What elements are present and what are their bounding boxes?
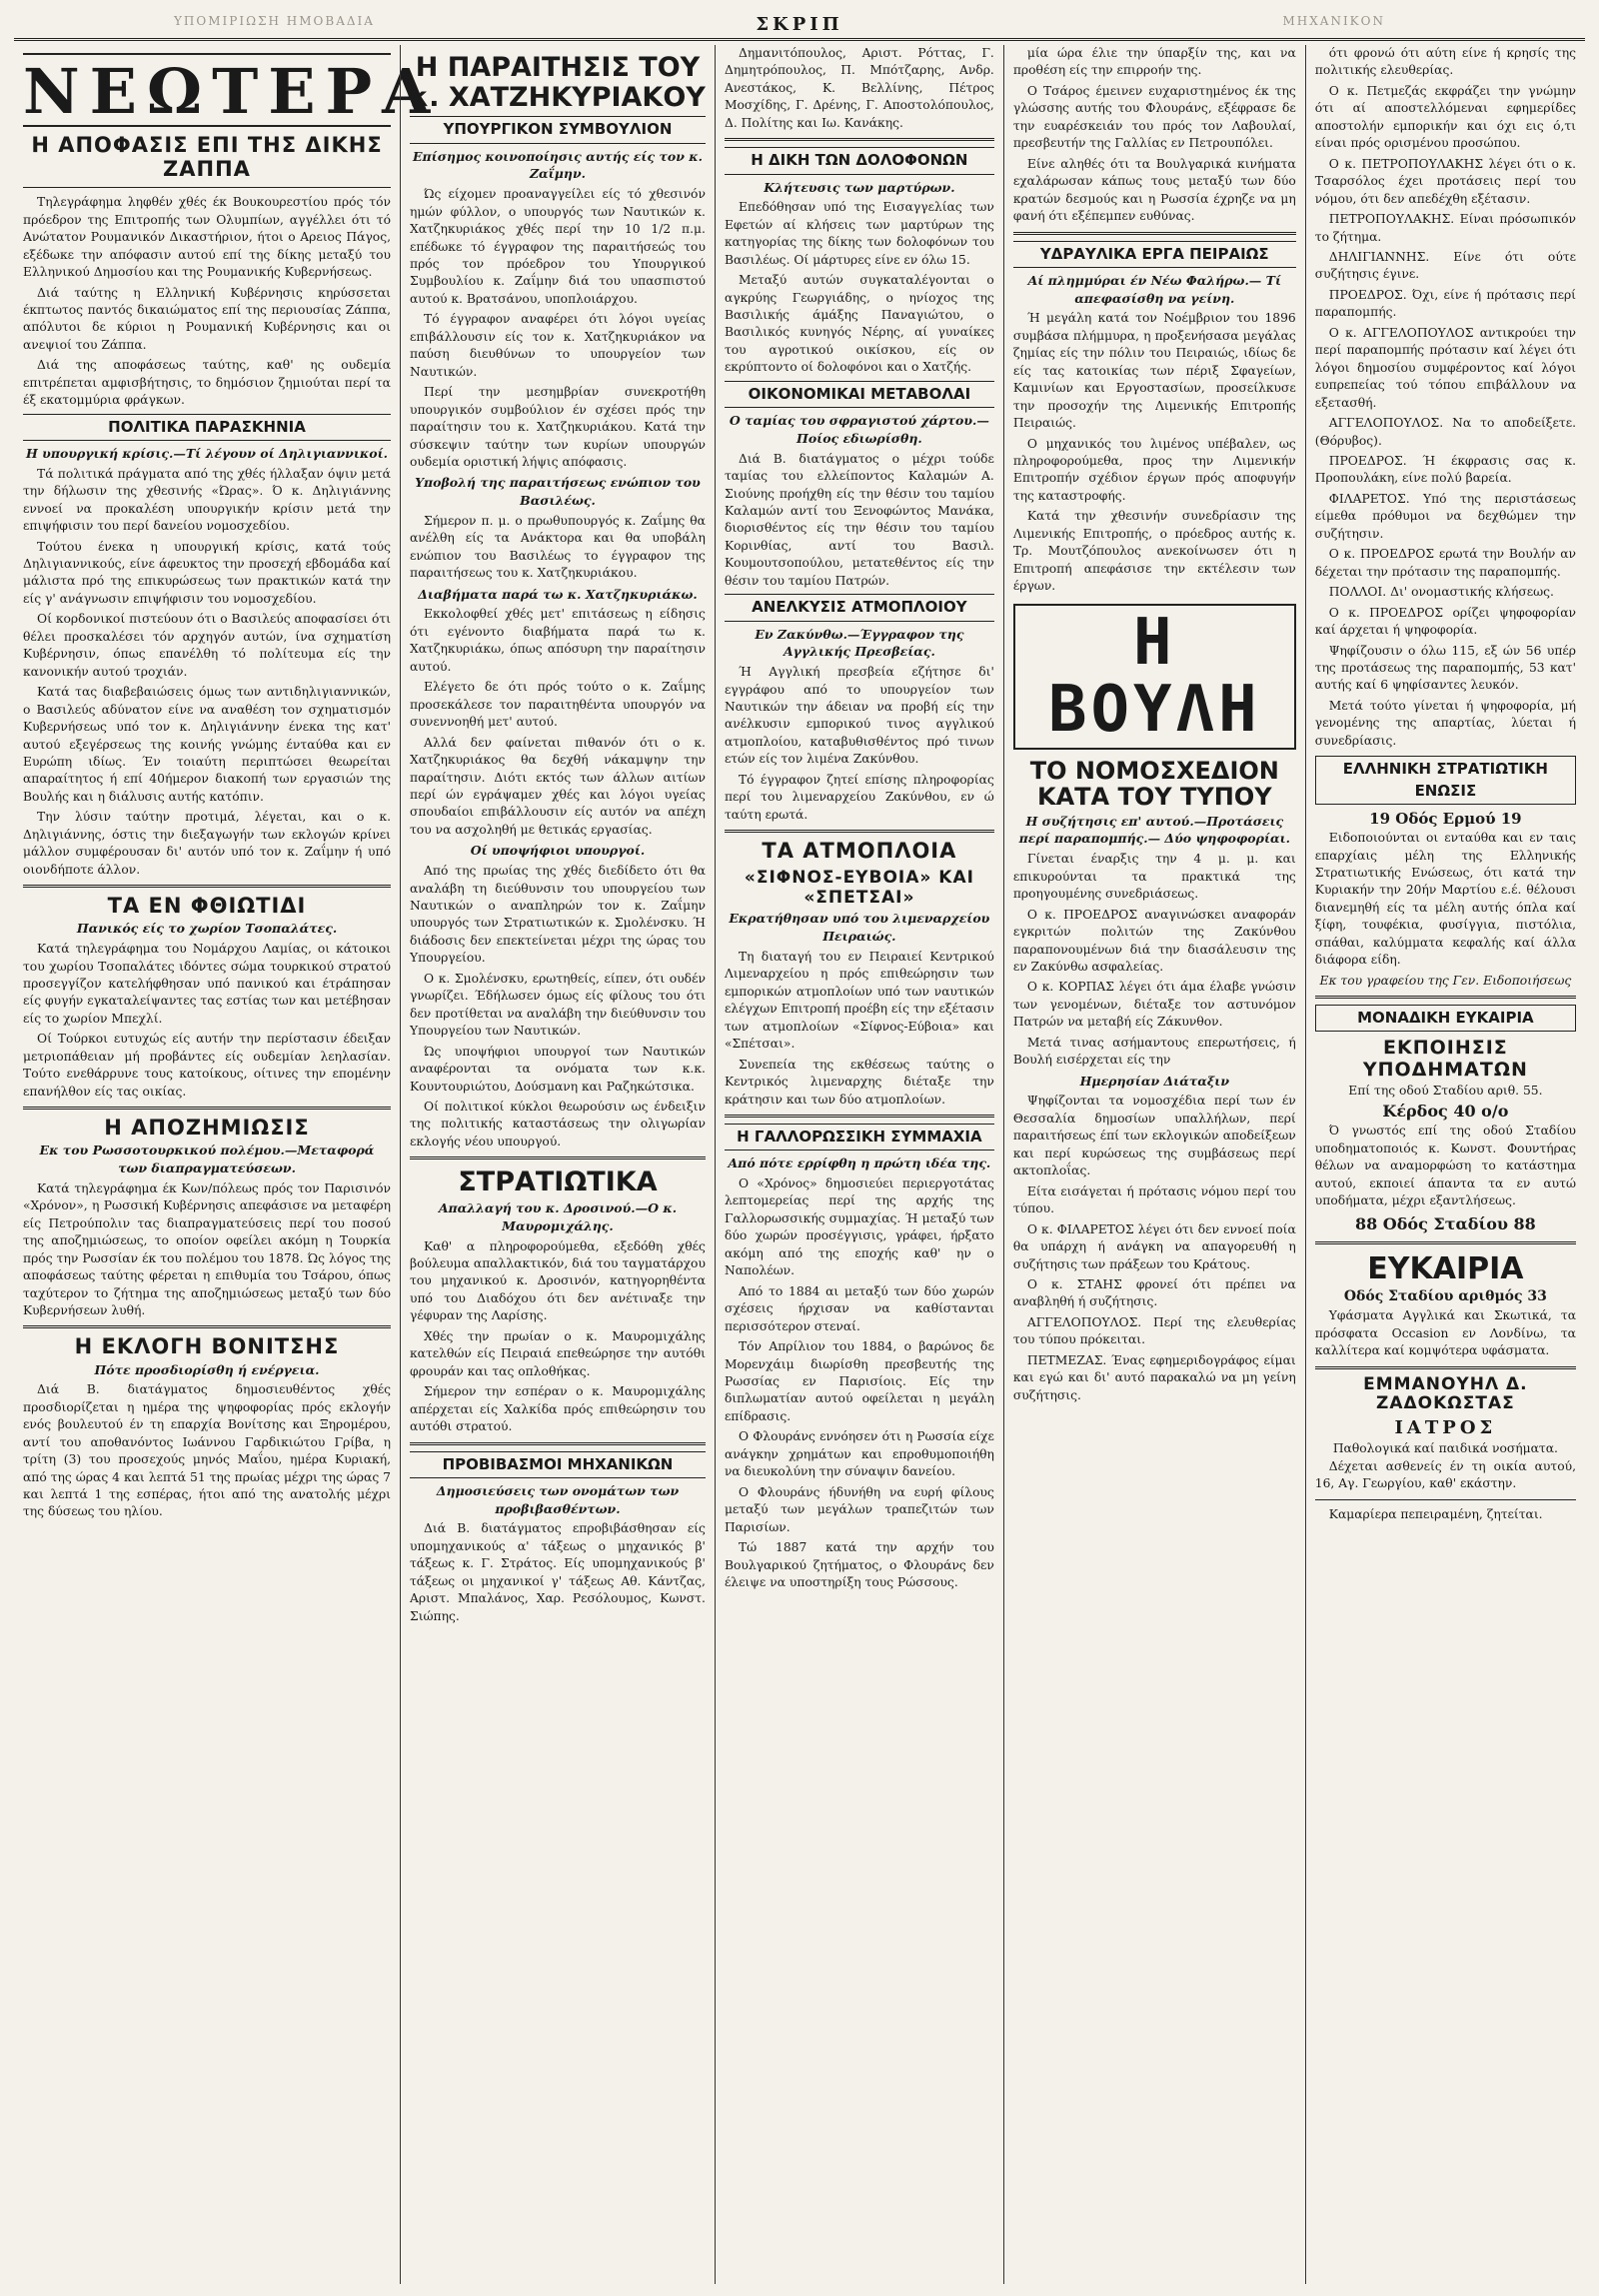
masthead: [14, 10, 1585, 41]
article-subhead: Εκ του Ρωσσοτουρκικού πολέμου.—Μεταφορά των διαπραγματεύσεων.: [39, 1143, 375, 1176]
masthead-faded-right: ΜΗΧΑΝΙΚΟΝ: [1282, 14, 1385, 28]
article-paragraph: ΠΟΛΛΟΙ. Δι' ονομαστικής κλήσεως.: [1328, 585, 1554, 600]
article-headline: ΤΑ ΕΝ ΦΘΙΩΤΙΔΙ: [107, 894, 307, 919]
article-subhead: Η υπουργική κρίσις.—Τί λέγουν οί Δηλιγιαννικοί.: [26, 446, 388, 462]
ad-paragraph: Καμαρίερα πεπειραμένη, ζητείται.: [1328, 1506, 1543, 1521]
article-paragraph: Ψηφίζονται τα νομοσχέδια περί των έν Θεσσαλία δημοσίων υπαλλήλων, περί παραιτήσεως έπί των εκλογικών αποδείξεων και περί κυρώσεως της συμβάσεως περί ακτοπλοΐας.: [1012, 1094, 1296, 1178]
article-paragraph: Ή μεγάλη κατά τον Νοέμβριον του 1896 συμβάσα πλήμμυρα, η προξενήσασα μεγάλας ζημίας είς την πόλιν του Πειραιώς, ιδίως δε είς τας κατοικίας των πέριξ Σφαγείων, Καμινίων και Εργοστασίων, προσείλκυσε την προσοχήν της Λιμενικής Επιτροπής Πειραιώς.: [1012, 311, 1296, 431]
article-headline: Η ΑΠΟΖΗΜΙΩΣΙΣ: [104, 1116, 310, 1141]
article-paragraph: Ο κ. Σμολένσκυ, ερωτηθείς, είπεν, ότι ουδέν γνωρίζει. Έδήλωσεν όμως είς φίλους του ότι δεν προτίθεται να αναλάβη την διεύθυνσιν του Υπουργείου των Ναυτικών.: [410, 971, 706, 1039]
ad-paragraph: Υφάσματα Αγγλικά και Σκωτικά, τα πρόσφατα Occasion εν Λονδίνω, τα καλλίτερα καί κομψότερα υφάσματα.: [1314, 1308, 1576, 1358]
article-paragraph: Ώς υποψήφιοι υπουργοί των Ναυτικών αναφέρονται τα ονόματα των κ.κ. Κουντουριώτου, Δούσμανη και Ραζηκώτσικα.: [410, 1044, 706, 1094]
article-headline: ΠΡΟΒΙΒΑΣΜΟΙ ΜΗΧΑΝΙΚΩΝ: [410, 1451, 706, 1478]
article-paragraph: Τη διαταγή του εν Πειραιεί Κεντρικού Λιμεναρχείου η πρός επιθεώρησιν των εμπορικών ατμοπλοίων υπό των ναυτικών ελέγχων Επιτροπή προέβη είς την εξέτασιν των ατμοπλοίων «Σίφνος-Εύβοια» και «Σπέτσαι».: [724, 949, 994, 1052]
article-headline: ΠΟΛΙΤΙΚΑ ΠΑΡΑΣΚΗΝΙΑ: [23, 414, 391, 441]
article-paragraph: Διά Β. διατάγματος επροβιβάσθησαν είς υπομηχανικούς α' τάξεως ο μηχανικός β' τάξεως κ. Γ. Στράτος. Είς υπομηχανικούς β' τάξεως οι μηχανικοί γ' τάξεως Αθ. Κάντζας, Αριστ. Μπαλάνος, Χαρ. Ρεσόλουμος, Κωνστ. Σιώπης.: [410, 1521, 706, 1623]
notice-address: 19 Οδός Ερμού 19: [1369, 809, 1522, 828]
article-paragraph: Διά ταύτης η Ελληνική Κυβέρνησις κηρύσσεται έκπτωτος παντός δικαιώματος επί της περιουσίας Ζάππα, απόλυτοι δε κύριοι η Ρουμανική Κυβέρνησις και οι ανεψιοί του Ζάππα.: [23, 285, 391, 352]
article-paragraph: ΠΡΟΕΔΡΟΣ. Όχι, είνε ή πρότασις περί παραπομπής.: [1314, 287, 1576, 320]
article-paragraph: Μετά τινας ασήμαντους επερωτήσεις, ή Βουλή εισέρχεται είς την: [1012, 1035, 1296, 1068]
article-paragraph: Τούτου ένεκα η υπουργική κρίσις, κατά τούς Δηλιγιαννικούς, είνε άφευκτος την προσεχή εβδομάδα καί μάλιστα πρό της επικυρώσεως των πρακτικών κατά την είς γ' ανάγνωσιν επιψήφισιν του νομοσχεδίου.: [23, 539, 391, 606]
article-paragraph: Οί κορδονικοί πιστεύουν ότι ο Βασιλεύς αποφασίσει ότι θέλει προσκαλέσει τόν αρχηγόν αυτών, ίνα σχηματίση Κυβέρνησιν, όπως επανέλθη τό πολίτευμα είς την κανονικήν αυτού τροχιάν.: [23, 612, 391, 679]
article-paragraph: Ο κ. Πετμεζάς εκφράζει την γνώμην ότι αί αποστελλόμεναι εφημερίδες αποστολήν εμπορικήν και όχι εις ό,τι είναι πρός ορισμένου προσώπου.: [1314, 83, 1576, 151]
article-kicker: ΥΠΟΥΡΓΙΚΟΝ ΣΥΜΒΟΥΛΙΟΝ: [410, 116, 706, 143]
article-paragraph: Ο κ. ΠΕΤΡΟΠΟΥΛΑΚΗΣ λέγει ότι ο κ. Τσαρσόλος έχει προτάσεις περί του νόμου, ότι δεν απεδέχθη εξέτασιν.: [1314, 156, 1576, 206]
article-subhead: Οί υποψήφιοι υπουργοί.: [470, 843, 646, 859]
article-paragraph: ΦΙΛΑΡΕΤΟΣ. Υπό της περιστάσεως είμεθα πρόθυμοι να δεχθώμεν την συζήτησιν.: [1314, 491, 1576, 541]
article-paragraph: Ο κ. ΠΡΟΕΔΡΟΣ ορίζει ψηφοφορίαν καί άρχεται ή ψηφοφορία.: [1314, 605, 1576, 638]
ad-paragraph: Δέχεται ασθενείς έν τη οικία αυτού, 16, Αγ. Γεωργίου, καθ' εκάστην.: [1314, 1458, 1576, 1491]
notice-paragraph: Ειδοποιούνται οι ενταύθα και εν ταις επαρχίαις μέλη της Ελληνικής Στρατιωτικής Ενώσεως, ότι κατά την Κυριακήν την 20ήν Μαρτίου ε.έ. θέλουσι διανεμηθή είς τα μέλη αυτής όπλα καί ξίφη, τουφέκια, φυσίγγια, πιστόλια, σπάθαι, καλύμματα κεφαλής καί άλλα διάφορα είδη.: [1314, 831, 1576, 968]
article-paragraph: Τώ 1887 κατά την αρχήν του Βουλγαρικού ζητήματος, ο Φλουράνς δεν έλειψε να υποστηρίξη τους Ρώσσους.: [724, 1540, 994, 1589]
article-headline: Η ΑΠΟΦΑΣΙΣ ΕΠΙ ΤΗΣ ΔΙΚΗΣ ΖΑΠΠΑ: [31, 133, 383, 182]
article-paragraph: Ο μηχανικός του λιμένος υπέβαλεν, ως πληροφορούμεθα, προς την Λιμενικήν Επιτροπήν σχέδιον έργων πρός αποφυγήν της καταστροφής.: [1012, 436, 1296, 503]
article-paragraph: Τόν Απρίλιον του 1884, ο βαρώνος δε Μορενχάιμ διωρίσθη πρεσβευτής της Ρωσσίας εν Παρισίοις. Είς την διπλωματίαν αυτού οφείλεται η μεγάλη επίδρασις.: [724, 1339, 994, 1423]
article-headline: ΤΟ ΝΟΜΟΣΧΕΔΙΟΝ ΚΑΤΑ ΤΟΥ ΤΥΠΟΥ: [1029, 756, 1279, 812]
article-paragraph: Σήμερον την εσπέραν ο κ. Μαυρομιχάλης απέρχεται είς Χαλκίδα πρός επιθεώρησιν του αυτόθι στρατού.: [410, 1384, 706, 1434]
article-paragraph: Ελέγετο δε ότι πρός τούτο ο κ. Ζαΐμης προσεκάλεσε τον παραιτηθέντα υπουργόν να συνεννοηθή μετ' αυτού.: [410, 680, 706, 730]
article-subhead: Ημερησίαν Διάταξιν: [1079, 1073, 1229, 1089]
article-paragraph: ΑΓΓΕΛΟΠΟΥΛΟΣ. Να το αποδείξετε. (Θόρυβος).: [1314, 416, 1576, 448]
article-paragraph: Συνεπεία της εκθέσεως ταύτης ο Κεντρικός λιμεναρχης διέταξε την κράτησιν και των δύο ατμοπλοίων.: [724, 1057, 994, 1107]
column-4: [1003, 45, 1305, 2284]
article-paragraph: Ψηφίζουσιν ο όλω 115, εξ ών 56 υπέρ της προτάσεως της παραπομπής, 53 κατ' αυτής καί 6 ψηφίσαντες λευκόν.: [1314, 643, 1576, 693]
column-2: [400, 45, 715, 2284]
article-paragraph: Διά Β. διατάγματος ο μέχρι τούδε ταμίας του ελλείποντος Καλαμών Α. Σιούνης προήχθη είς την θέσιν του ταμίου Καλαμών αντί του Ξενοφώντος Μανάκα, διορισθέντος είς την θέσιν του ταμίου Κορινθίας, αντί του Βασιλ. Κουμουτσοπούλου, μετατεθέντος είς την θέσιν του ταμίου Πατρών.: [724, 451, 994, 588]
article-headline: Η ΠΑΡΑΙΤΗΣΙΣ ΤΟΥ κ. ΧΑΤΖΗΚΥΡΙΑΚΟΥ: [410, 52, 706, 113]
article-paragraph: Τά πολιτικά πράγματα από της χθές ήλλαξαν όψιν μετά την δήλωσιν της χθεσινής «Ώρας». Ό κ. Δηλιγιάννης εννοεί να προκαλέση υπουργικήν κρίσιν μετά την επιψήφισιν του περί δανείου νομοσχεδίου.: [23, 466, 391, 534]
masthead-faded-left: ΥΠΟΜΙΡΙΩΣΗ ΗΜΟΒΑΔΙΑ: [174, 14, 375, 28]
article-subhead: Από πότε ερρίφθη η πρώτη ιδέα της.: [728, 1155, 991, 1171]
article-headline-2: «ΣΙΦΝΟΣ-ΕΥΒΟΙΑ» ΚΑΙ «ΣΠΕΤΣΑΙ»: [744, 868, 974, 908]
article-subhead: Εκρατήθησαν υπό του λιμεναρχείου Πειραιώς.: [729, 911, 990, 945]
article-headline: Η ΔΙΚΗ ΤΩΝ ΔΟΛΟΦΟΝΩΝ: [725, 147, 994, 174]
article-paragraph: Είνε αληθές ότι τα Βουλγαρικά κινήματα εχαλάρωσαν κάπως τους μεταξύ των δύο κρατών δεσμούς και η Ρωσσία έχρηζε να μη φανή ότι εξέπεμπεν ευθύνας.: [1012, 156, 1296, 224]
article-subhead: Πότε προσδιορίσθη ή ενέργεια.: [94, 1361, 320, 1377]
article-subhead: Επίσημος κοινοποίησις αυτής είς τον κ. Ζαΐμην.: [412, 148, 703, 182]
article-paragraph: Διά Β. διατάγματος δημοσιευθέντος χθές προσδιορίζεται η ημέρα της ψηφοφορίας πρός εκλογήν ενός βουλευτού έν τη επαρχία Βονίτσης και Ξηρομέρου, αντί του αποθανόντος Ιωάννου Γαρδικιώτου Γρίβα, η τρίτη (3) του προσεχούς μηνός Μαΐου, ημέρα Κυριακή, από της ώρας 4 και λεπτά 51 της πρωίας μέχρι της ώρας 7 και λεπτά 1 της εσπέρας, ήτοι από της ανατολής μέχρι της δύσεως του ηλίου.: [23, 1382, 391, 1519]
article-paragraph: Ο Τσάρος έμεινεν ευχαριστημένος έκ της γλώσσης αυτής του Φλουράνς, εξέφρασε δε την ευαρέσκειάν του πρός τον Λαβουλαί, πρεσβευτήν της Γαλλίας εν Πετρουπόλει.: [1012, 83, 1296, 151]
article-paragraph: Κατά τηλεγράφημα έκ Κων/πόλεως πρός τον Παρισινόν «Χρόνον», η Ρωσσική Κυβέρνησις απεφάσισε να μεταφέρη είς Πετρούπολιν τας διαπραγματεύσεις περί του ποσού της αποζημιώσεως, το οποίον οφείλει ακόμη η Τουρκία πρός την Ρωσσίαν έκ του πολέμου του 1878. Ώς λόγος της αποφάσεως ταύτης φέρεται η επιθυμία του Τσάρου, όπως ταχύτερον το ζήτημα της αποζημιώσεως μεταξύ των δύο Κυβερνήσεων λυθή.: [23, 1180, 391, 1317]
article-paragraph: ότι φρονώ ότι αύτη είνε ή κρησίς της πολιτικής ελευθερίας.: [1314, 46, 1576, 78]
article-headline: ΟΙΚΟΝΟΜΙΚΑΙ ΜΕΤΑΒΟΛΑΙ: [725, 381, 994, 408]
article-paragraph: Από το 1884 αι μεταξύ των δύο χωρών σχέσεις ήρχισαν να καθίστανται περισσότερον στεναί.: [724, 1283, 994, 1333]
article-paragraph: Ο κ. ΣΤΑΗΣ φρονεί ότι πρέπει να αναβληθή ή συζήτησις.: [1012, 1276, 1296, 1309]
article-paragraph: Ο κ. ΚΟΡΠΑΣ λέγει ότι άμα έλαβε γνώσιν των γενομένων, διέταξε τον αστυνόμον Πατρών να μεταβή είς Ζάκυνθον.: [1012, 980, 1296, 1030]
ad-headline: ΜΟΝΑΔΙΚΗ ΕΥΚΑΙΡΙΑ: [1315, 1005, 1576, 1032]
article-paragraph: Κατά τηλεγράφημα του Νομάρχου Λαμίας, οι κάτοικοι του χωρίου Τσοπαλάτες ιδόντες σώμα τουρκικού στρατού προσεγγίζον κατελήφθησαν υπό πανικού και έτράπησαν είς φυγήν εγκαταλείψαντες τας εστίας των και μετέβησαν είς το χωρίον Μπεχλί.: [23, 942, 391, 1026]
ad-paragraph: Ό γνωστός επί της οδού Σταδίου υποδηματοποιός κ. Κωνστ. Φουντήρας θέλων να αναμορφώση το κατάστημα αυτού, εκποιεί άπαντα τα εν αυτώ υποδήματα, μέχρι εξαντλήσεως.: [1314, 1124, 1576, 1208]
article-paragraph: Καθ' α πληροφορούμεθα, εξεδόθη χθές βούλευμα απαλλακτικόν, διά του ταγματάρχου του μηχανικού κ. Δροσινόν, κατηγορηθέντα υπό του Διαδόχου ότι δεν ανέτιναξε την γέφυραν της Λαρίσης.: [410, 1238, 706, 1323]
column-1: [14, 45, 441, 2284]
article-paragraph: Χθές την πρωίαν ο κ. Μαυρομιχάλης κατελθών είς Πειραιά επεθεώρησε την αυτόθι φρουράν και τας οπλοθήκας.: [410, 1328, 706, 1378]
article-paragraph: Αλλά δεν φαίνεται πιθανόν ότι ο κ. Χατζηκυριάκος θα δεχθή νάκαμψην την παραίτησιν. Διότι εκτός των άλλων αιτίων περί ών εγράψαμεν χθές και λόγοι υγείας σπουδαίοι επιβάλλουσιν είς αυτόν να απέχη του να ασχοληθή με θετικάς εργασίας.: [410, 735, 706, 837]
masthead-name: ΣΚΡΙΠ: [756, 13, 843, 35]
article-headline: ΥΔΡΑΥΛΙΚΑ ΕΡΓΑ ΠΕΙΡΑΙΩΣ: [1013, 241, 1296, 268]
article-headline: Η ΓΑΛΛΟΡΩΣΣΙΚΗ ΣΥΜΜΑΧΙΑ: [725, 1124, 994, 1150]
article-headline: Η ΕΚΛΟΓΗ ΒΟΝΙΤΣΗΣ: [74, 1334, 340, 1359]
article-paragraph: Εκκολοφθεί χθές μετ' επιτάσεως η είδησις ότι εγένοντο διαβήματα παρά τω κ. Χατζηκυριάκω, όπως απόσυρη την παραίτησιν αυτού.: [410, 607, 706, 674]
section-title-newtera: ΝΕΩΤΕΡΑ: [23, 55, 441, 128]
article-subhead: Πανικός είς το χωρίον Τσοπαλάτες.: [76, 921, 338, 937]
article-paragraph: Ώς είχομεν προαναγγείλει είς τό χθεσινόν ημών φύλλον, ο υπουργός των Ναυτικών κ. Χατζηκυριάκος χθές περί την 10 1/2 π.μ. επέδωκε τό έγγραφον της παραιτήσεώς του πρός τον πρόεδρον του Υπουργικού Συμβουλίου κ. Ζαΐμην διά του υπασπιστού αυτού κ. Βρατσάνου, υποπλοιάρχου.: [410, 187, 706, 306]
article-paragraph: Δημανιτόπουλος, Αριστ. Ρόττας, Γ. Δημητρόπουλος, Π. Μπότζαρης, Ανδρ. Ανεστάκος, Κ. Βελλίνης, Πέτρος Μοσχίδης, Γ. Δρένης, Γ. Αποστολόπουλος, Δ. Πολίτης και Ιω. Κανάκης.: [724, 46, 994, 130]
article-paragraph: Επεδόθησαν υπό της Εισαγγελίας των Εφετών αί κλήσεις των μαρτύρων της κατηγορίας της δίκης των δολοφόνων του Βασιλέως. Οί μάρτυρες είνε εν όλω 15.: [724, 200, 994, 267]
article-headline: ΑΝΕΛΚΥΣΙΣ ΑΤΜΟΠΛΟΙΟΥ: [725, 594, 994, 621]
ad-address: Οδός Σταδίου αριθμός 33: [1343, 1288, 1547, 1305]
article-paragraph: ΠΕΤΜΕΖΑΣ. Ένας εφημεριδογράφος είμαι και εγώ και δι' αυτό παρακαλώ να μη γείνη συζήτησις.: [1012, 1352, 1296, 1402]
article-paragraph: Οί πολιτικοί κύκλοι θεωρούσιν ως ένδειξιν της πολιτικής καταστάσεως την ολιγωρίαν εκλογής νέου υπουργού.: [410, 1100, 706, 1148]
article-paragraph: μία ώρα έλιε την ύπαρξίν της, και να προθέση είς την επιρροήν της.: [1012, 46, 1296, 78]
article-paragraph: Τό έγγραφον ζητεί επίσης πληροφορίας περί του λιμεναρχείου Ζακύνθου, εν ώ ταύτη ερωτά.: [724, 772, 994, 822]
article-paragraph: ΠΕΤΡΟΠΟΥΛΑΚΗΣ. Είναι πρόσωπικόν το ζήτημα.: [1314, 212, 1576, 244]
article-paragraph: Σήμερον π. μ. ο πρωθυπουργός κ. Ζαΐμης θα ανέλθη είς τα Ανάκτορα και θα υποβάλη ενώπιον του Βασιλέως το έγγραφον της παραιτήσεως του κ. Χατζηκυριάκου.: [410, 513, 706, 581]
column-5: [1305, 45, 1585, 2284]
article-subhead: Εν Ζακύνθω.—Έγγραφον της Αγγλικής Πρεσβείας.: [755, 626, 964, 660]
article-paragraph: Κατά την χθεσινήν συνεδρίασιν της Λιμενικής Επιτροπής, ο πρόεδρος αυτής κ. Τρ. Μουτζόπουλος ανεκοίνωσεν ότι η Επιτροπή απεφάσισε την εκτέλεσιν των έργων.: [1012, 509, 1296, 594]
article-headline: ΣΤΡΑΤΙΩΤΙΚΑ: [458, 1166, 658, 1198]
article-paragraph: Ή Αγγλική πρεσβεία εζήτησε δι' εγγράφου από το υπουργείον των Ναυτικών την άδειαν να προβή είς την ανέλκυσιν εμπορικού τινος αγγλικού ατμοπλοίου, καταβυθισθέντος πρό τινων ετών είς τον λιμένα Ζακύνθου.: [724, 665, 994, 767]
article-paragraph: ΑΓΓΕΛΟΠΟΥΛΟΣ. Περί της ελευθερίας του τύπου πρόκειται.: [1012, 1314, 1296, 1347]
columns: [14, 45, 1585, 2284]
ad-title: ΕΥΚΑΙΡΙΑ: [1367, 1251, 1524, 1287]
article-paragraph: Είτα εισάγεται ή πρότασις νόμου περί του τύπου.: [1012, 1183, 1296, 1216]
article-subhead: Κλήτευσις των μαρτύρων.: [764, 179, 955, 195]
article-subhead: Η συζήτησις επ' αυτού.—Προτάσεις περί παραπομπής.— Δύο ψηφοφορίαι.: [1018, 813, 1291, 847]
article-paragraph: Ο Φλουράνς ήδυνήθη να ευρή φίλους μεταξύ των μεγάλων τραπεζιτών των Παρισίων.: [724, 1484, 994, 1534]
article-paragraph: Ο «Χρόνος» δημοσιεύει περιεργοτάτας λεπτομερείας περί της αρχής της Γαλλορωσσικής συμμαχίας. Ή μεταξύ των δύο χωρών προσέγγισις, γράφει, ήρξατο ακόμη από της εποχής καθ' ην ο Ναπολέων.: [724, 1176, 994, 1278]
article-paragraph: Γίνεται έναρξις την 4 μ. μ. και επικυρούνται τα πρακτικά της προηγουμένης συνεδριάσεως.: [1012, 852, 1296, 902]
ad-line: Παθολογικά καί παιδικά νοσήματα.: [1332, 1441, 1558, 1456]
ad-title: ΕΚΠΟΙΗΣΙΣ ΥΠΟΔΗΜΑΤΩΝ: [1362, 1037, 1528, 1082]
article-paragraph: Ο κ. ΦΙΛΑΡΕΤΟΣ λέγει ότι δεν εννοεί ποία θα υπάρχη ή ανάγκη να απαγορευθή η συζήτησις των πράξεων του Κράτους.: [1012, 1221, 1296, 1271]
ad-title: ΕΜΜΑΝΟΥΗΛ Δ. ΖΑΔΟΚΩΣΤΑΣ: [1363, 1373, 1528, 1414]
article-subhead: Διαβήματα παρά τω κ. Χατζηκυριάκω.: [418, 586, 698, 602]
article-subhead: Υποβολή της παραιτήσεως ενώπιον του Βασιλέως.: [415, 475, 701, 509]
section-title-boule: Η ΒΟΥΛΗ: [1013, 604, 1296, 750]
article-paragraph: Περί την μεσημβρίαν συνεκροτήθη υπουργικόν συμβούλιον έν σχέσει πρός την παραίτησιν του κ. Χατζηκυριάκου. Κατά την σύσκεψιν ταύτην των κυρίων υπουργών ουδεμία οριστική λήψις απόφασις.: [410, 385, 706, 469]
article-paragraph: ΠΡΟΕΔΡΟΣ. Ή έκφρασις σας κ. Προπουλάκη, είνε πολύ βαρεία.: [1314, 453, 1576, 486]
article-paragraph: ΔΗΛΙΓΙΑΝΝΗΣ. Είνε ότι ούτε συζήτησις έγινε.: [1314, 249, 1576, 282]
article-paragraph: Τό έγγραφον αναφέρει ότι λόγοι υγείας επιβάλλουσιν είς τον κ. Χατζηκυριάκον να παύση διευθύνων το υπουργείον των Ναυτικών.: [410, 312, 706, 379]
article-paragraph: Μεταξύ αυτών συγκαταλέγονται ο αγκρύης Γεωργιάδης, ο ηνίοχος της Βασιλικής άμάξης Παναγιώτου, ο Βασιλικός κυνηγός Νέρης, αί γυναίκες του αγροτικού οικίσκου, είς ον εκρύπτοντο οί δολοφόνοι και ο Χατζής.: [724, 273, 994, 375]
ad-address: Επί της οδού Σταδίου αριθ. 55.: [1348, 1084, 1543, 1099]
article-paragraph: Οί Τούρκοι ευτυχώς είς αυτήν την περίστασιν έδειξαν μετριοπάθειαν μή προβάντες είς ουδεμίαν λεηλασίαν. Τούτο ενεθάρρυνε τους κατοίκους, οίτινες την επομένην επανήλθον είς τας οικίας.: [23, 1032, 391, 1099]
article-paragraph: Τηλεγράφημα ληφθέν χθές έκ Βουκουρεστίου πρός τόν πρόεδρον της Επιτροπής των Ολυμπίων, αγγέλλει ότι τό Ανώτατον Ρουμανικόν Δικαστήριον, ήτοι ο Αρειος Πάγος, εξέδωκε την απόφασιν αυτού επί της δίκης μεταξύ του Ελληνικού Δημοσίου και της Ρουμανικής Κυβερνήσεως.: [23, 195, 391, 280]
ad-profession: ΙΑΤΡΟΣ: [1394, 1416, 1497, 1438]
article-paragraph: Ο Φλουράνς εννόησεν ότι η Ρωσσία είχε ανάγκην χρημάτων και επροθυμοποιήθη να διευκολύνη την σύναψιν δανείου.: [724, 1429, 994, 1479]
article-paragraph: Την λύσιν ταύτην προτιμά, λέγεται, και ο κ. Δηλιγιάννης, όστις την διεξαγωγήν των εκλογών κρίνει μάλλον συμφέρουσαν δι' αυτόν υπό τον κ. Ζαΐμην ή υπό οιονδήποτε άλλον.: [23, 810, 391, 877]
article-paragraph: Ο κ. ΠΡΟΕΔΡΟΣ ερωτά την Βουλήν αν δέχεται την πρότασιν της παραπομπής.: [1314, 547, 1576, 579]
article-paragraph: Μετά τούτο γίνεται ή ψηφοφορία, μή γενομένης της απαρτίας, λύεται ή συνεδρίασις.: [1314, 698, 1576, 748]
ad-profit: Κέρδος 40 ο/ο: [1382, 1101, 1509, 1121]
notice-signature: Εκ του γραφείου της Γεν. Ειδοποιήσεως: [1319, 973, 1572, 988]
article-subhead: Ο ταμίας του σφραγιστού χάρτου.—Ποίος εδιωρίσθη.: [729, 413, 989, 446]
article-subhead: Δημοσιεύσεις των ονομάτων των προβιβασθέντων.: [436, 1482, 680, 1516]
article-paragraph: Ο κ. ΠΡΟΕΔΡΟΣ αναγινώσκει αναφοράν εγκριτών πολιτών της Ζακύνθου παραπονουμένων διά την διασάλευσιν της εν Ζακύνθω ασφαλείας.: [1012, 907, 1296, 974]
article-paragraph: Διά της αποφάσεως ταύτης, καθ' ης ουδεμία επιτρέπεται αμφισβήτησις, το δημόσιον ζημιούται περί τα έξ εκατομμύρια φράγκων.: [23, 358, 391, 408]
article-headline: ΤΑ ΑΤΜΟΠΛΟΙΑ: [762, 839, 957, 864]
ad-address: 88 Οδός Σταδίου 88: [1354, 1213, 1536, 1233]
article-paragraph: Ο κ. ΑΓΓΕΛΟΠΟΥΛΟΣ αντικρούει την περί παραπομπής πρότασιν καί λέγει ότι λόγοι δημοσίου συμφέροντος καί λόγοι ευπρεπείας τού τόπου επιβάλλουν να εξετασθή.: [1314, 325, 1576, 410]
article-subhead: Απαλλαγή του κ. Δροσινού.—Ο κ. Μαυρομιχάλης.: [438, 1200, 678, 1233]
article-paragraph: Από της πρωίας της χθές διεδίδετο ότι θα αναλάβη τη διεύθυνσιν του υπουργείου των Ναυτικών ο αναπληρών τον κ. Ζαΐμην υπουργός των Στρατιωτικών κ. Σμολένσκυ. Ή διάδοσις δεν επεκτείνεται μέχρι της ώρας του Υπουργείου.: [410, 864, 706, 966]
column-3: [715, 45, 1003, 2284]
article-subhead: Αί πλημμύραι έν Νέω Φαλήρω.— Τί απεφασίσθη να γείνη.: [1027, 272, 1282, 306]
article-paragraph: Κατά τας διαβεβαιώσεις όμως των αντιδηλιγιαννικών, ο Βασιλεύς αδύνατον είνε να αναθέση τον σχηματισμόν Κυβερνήσεως υπό τον κ. Δηλιγιάννην ένεκα της κατ' αυτού εξεγέρσεως της κοινής γνώμης ένταύθα και εν Ευρώπη ιδίως. Έν τοιαύτη περιπτώσει θεωρείται απαραίτητος ή επί 40ήμερον διακοπή των εργασιών της Βουλής και η διάλυσις αυτής κατόπιν.: [23, 685, 391, 804]
notice-headline: ΕΛΛΗΝΙΚΗ ΣΤΡΑΤΙΩΤΙΚΗ ΕΝΩΣΙΣ: [1315, 756, 1576, 805]
